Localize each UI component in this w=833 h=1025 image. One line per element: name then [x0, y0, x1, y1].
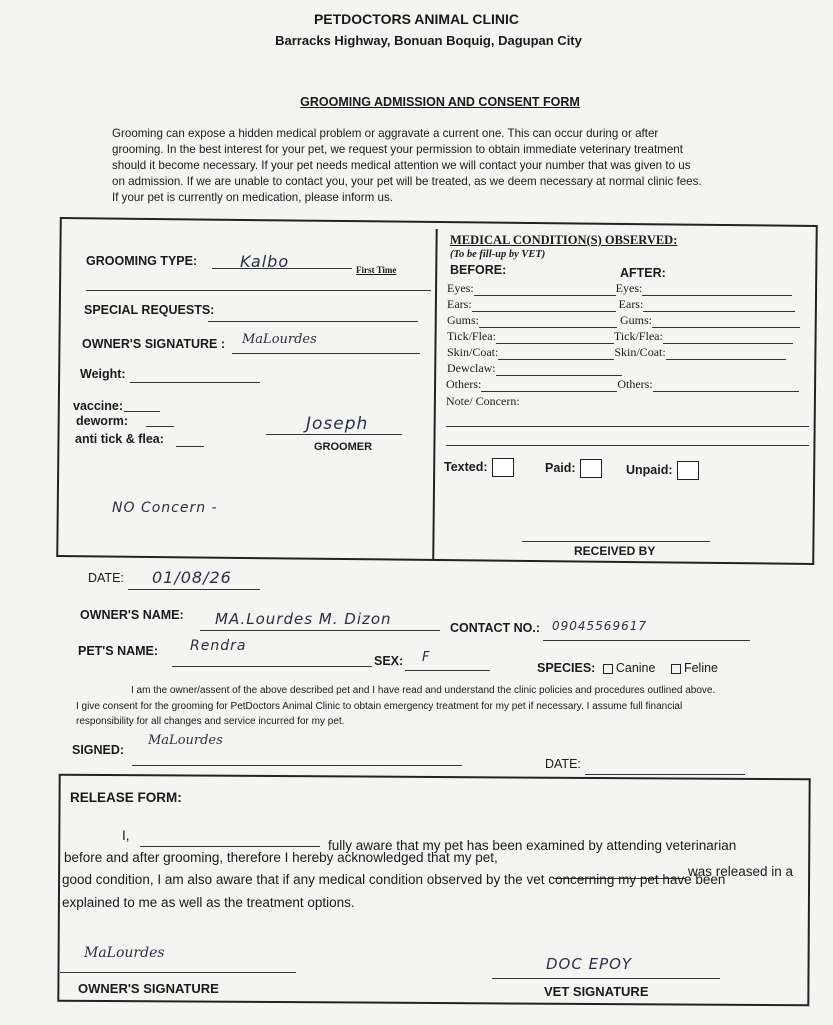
consent-date-line[interactable]: [585, 774, 745, 775]
before-gums-line[interactable]: [479, 327, 617, 328]
after-eyes-line[interactable]: [642, 295, 792, 296]
consent-line-3: responsibility for all changes and service incurred for my pet.: [76, 716, 345, 727]
release-title: RELEASE FORM:: [70, 790, 182, 805]
medical-row-skincoat: [447, 345, 786, 360]
clinic-name: PETDOCTORS ANIMAL CLINIC: [313, 11, 520, 27]
after-gums-label: Gums:: [620, 313, 653, 327]
vaccine-line[interactable]: [124, 411, 160, 412]
deworm-line[interactable]: [146, 426, 174, 427]
vaccine-label: vaccine:: [73, 399, 124, 413]
texted-label: Texted:: [444, 459, 488, 474]
feline-checkbox[interactable]: [671, 664, 681, 674]
pet-name-value[interactable]: Rendra: [190, 638, 247, 654]
medical-row-tickflea: [447, 329, 793, 344]
contact-line: [543, 640, 750, 641]
consent-date-label: DATE:: [545, 757, 581, 771]
owner-signature-scribble: MaLourdes: [242, 332, 317, 347]
release-line-1: fully aware that my pet has been examined by attending veterinarian: [328, 838, 737, 853]
before-ears-label: Ears:: [447, 297, 472, 311]
deworm-label: deworm:: [76, 414, 129, 428]
signed-label: SIGNED:: [72, 743, 125, 757]
after-skincoat-label: Skin/Coat:: [614, 345, 666, 359]
received-by-line[interactable]: [522, 541, 710, 542]
others-after-label: Others:: [617, 377, 653, 391]
others-before-line[interactable]: [481, 391, 617, 392]
handwritten-note: NO Concern -: [112, 500, 218, 516]
received-by-label: RECEIVED BY: [574, 544, 656, 558]
release-owner-sig-line: [60, 972, 296, 973]
vet-signature-value: DOC EPOY: [546, 955, 633, 973]
medical-row-others: [446, 377, 799, 392]
note-concern-label: Note/ Concern:: [446, 394, 520, 408]
after-ears-label: Ears:: [618, 297, 644, 311]
unpaid-field: [626, 461, 699, 480]
vet-sig-label: VET SIGNATURE: [544, 984, 649, 999]
date-line: [128, 589, 260, 590]
before-skincoat-line[interactable]: [498, 359, 614, 360]
grooming-extra-line: [86, 290, 431, 291]
intro-line: Grooming can expose a hidden medical problem or aggravate a current one. This can occur during or after: [112, 127, 659, 140]
owner-name-value[interactable]: MA.Lourdes M. Dizon: [215, 610, 392, 628]
before-eyes-line[interactable]: [474, 295, 616, 296]
after-ears-line[interactable]: [643, 311, 795, 312]
groomer-label: GROOMER: [314, 441, 373, 453]
sex-value[interactable]: F: [422, 650, 431, 665]
release-i-label: I,: [122, 828, 130, 843]
after-gums-line[interactable]: [652, 327, 800, 328]
medical-row-eyes: [447, 281, 792, 296]
pet-name-line: [172, 666, 372, 667]
vet-sig-line: [492, 978, 720, 979]
before-gums-label: Gums:: [447, 313, 480, 327]
note-concern-line-1[interactable]: [446, 426, 809, 427]
contact-label: CONTACT NO.:: [450, 621, 541, 635]
release-owner-sig-label: OWNER'S SIGNATURE: [78, 981, 219, 996]
dewclaw-line[interactable]: [496, 375, 622, 376]
intro-line: should it become necessary. If your pet needs medical attention we will contact your number that was given to us: [112, 159, 691, 172]
before-eyes-label: Eyes:: [447, 281, 474, 295]
before-label: BEFORE:: [450, 263, 507, 277]
texted-field: [444, 458, 514, 477]
pet-name-label: PET'S NAME:: [78, 644, 159, 658]
texted-checkbox[interactable]: [492, 458, 514, 477]
signed-scribble: MaLourdes: [148, 733, 223, 748]
before-tickflea-line[interactable]: [496, 343, 614, 344]
paid-label: Paid:: [545, 460, 576, 475]
owner-signature-line: [232, 353, 420, 354]
paid-checkbox[interactable]: [580, 459, 602, 478]
clinic-address: Barracks Highway, Bonuan Boquig, Dagupan City: [275, 33, 582, 48]
after-tickflea-label: Tick/Flea:: [613, 329, 663, 343]
signed-line: [132, 765, 462, 766]
weight-line[interactable]: [130, 382, 260, 383]
sex-line: [405, 670, 490, 671]
intro-line: If your pet is currently on medication, please inform us.: [112, 191, 393, 204]
consent-line-1: I am the owner/assent of the above described pet and I have read and understand the clinic policies and procedures outlined above.: [131, 685, 716, 696]
intro-line: grooming. In the best interest for your pet, we request your permission to obtain immediate veterinary treatment: [112, 143, 683, 156]
contact-value[interactable]: 09045569617: [552, 619, 647, 633]
anti-tick-label: anti tick & flea:: [75, 432, 164, 446]
release-line-2: before and after grooming, therefore I hereby acknowledged that my pet,: [64, 850, 498, 865]
feline-label: Feline: [683, 661, 718, 675]
anti-tick-line[interactable]: [176, 446, 204, 447]
after-skincoat-line[interactable]: [666, 359, 786, 360]
canine-checkbox[interactable]: [603, 664, 613, 674]
medical-row-gums: [447, 313, 800, 328]
unpaid-checkbox[interactable]: [677, 461, 699, 480]
date-value[interactable]: 01/08/26: [152, 568, 232, 587]
panel-divider: [432, 229, 437, 559]
owner-name-line: [200, 630, 440, 631]
after-tickflea-line[interactable]: [663, 343, 793, 344]
after-eyes-label: Eyes:: [615, 281, 643, 295]
canine-label: Canine: [615, 661, 656, 675]
release-line-3: good condition, I am also aware that if any medical condition observed by the vet concerning my pet have been: [62, 872, 726, 887]
form-title: GROOMING ADMISSION AND CONSENT FORM: [300, 95, 580, 109]
owner-signature-label: OWNER'S SIGNATURE :: [82, 337, 226, 351]
owner-name-label: OWNER'S NAME:: [80, 608, 184, 622]
after-label: AFTER:: [620, 266, 666, 280]
first-time-label: First Time: [356, 265, 397, 275]
intro-line: on admission. If we are unable to contact you, your pet will be treated, as we deem necessary at normal clinic fees.: [112, 175, 702, 188]
special-requests-label: SPECIAL REQUESTS:: [84, 303, 215, 317]
release-line-2-rest: was released in a: [688, 864, 794, 879]
unpaid-label: Unpaid:: [626, 462, 673, 477]
special-requests-line[interactable]: [208, 321, 418, 322]
species-field: [537, 661, 718, 675]
others-before-label: Others:: [446, 377, 482, 391]
weight-label: Weight:: [80, 367, 126, 381]
release-line-4: explained to me as well as the treatment options.: [62, 895, 355, 910]
release-owner-scribble: MaLourdes: [84, 945, 165, 961]
paid-field: [545, 459, 602, 478]
grooming-type-value[interactable]: Kalbo: [240, 252, 290, 271]
consent-line-2: I give consent for the grooming for PetDoctors Animal Clinic to obtain emergency treatment for my pet if necessary. I assume full financial: [76, 701, 683, 712]
species-label: SPECIES:: [537, 661, 596, 675]
dewclaw-label: Dewclaw:: [447, 361, 496, 375]
groomer-line: [266, 434, 402, 435]
medical-title: MEDICAL CONDITION(S) OBSERVED:: [450, 233, 678, 247]
before-tickflea-label: Tick/Flea:: [447, 329, 496, 343]
groomer-value: Joseph: [306, 414, 369, 434]
medical-row-dewclaw: [447, 361, 622, 376]
before-skincoat-label: Skin/Coat:: [447, 345, 499, 359]
others-after-line[interactable]: [653, 391, 799, 392]
release-owner-name-line[interactable]: [140, 846, 320, 847]
date-label: DATE:: [88, 571, 124, 585]
medical-row-ears: [447, 297, 795, 312]
sex-label: SEX:: [374, 654, 404, 668]
before-ears-line[interactable]: [472, 311, 616, 312]
grooming-type-label: GROOMING TYPE:: [86, 254, 198, 268]
medical-subtitle: (To be fill-up by VET): [450, 249, 546, 260]
note-concern-line-2[interactable]: [446, 445, 809, 446]
intro-text: [112, 126, 762, 206]
